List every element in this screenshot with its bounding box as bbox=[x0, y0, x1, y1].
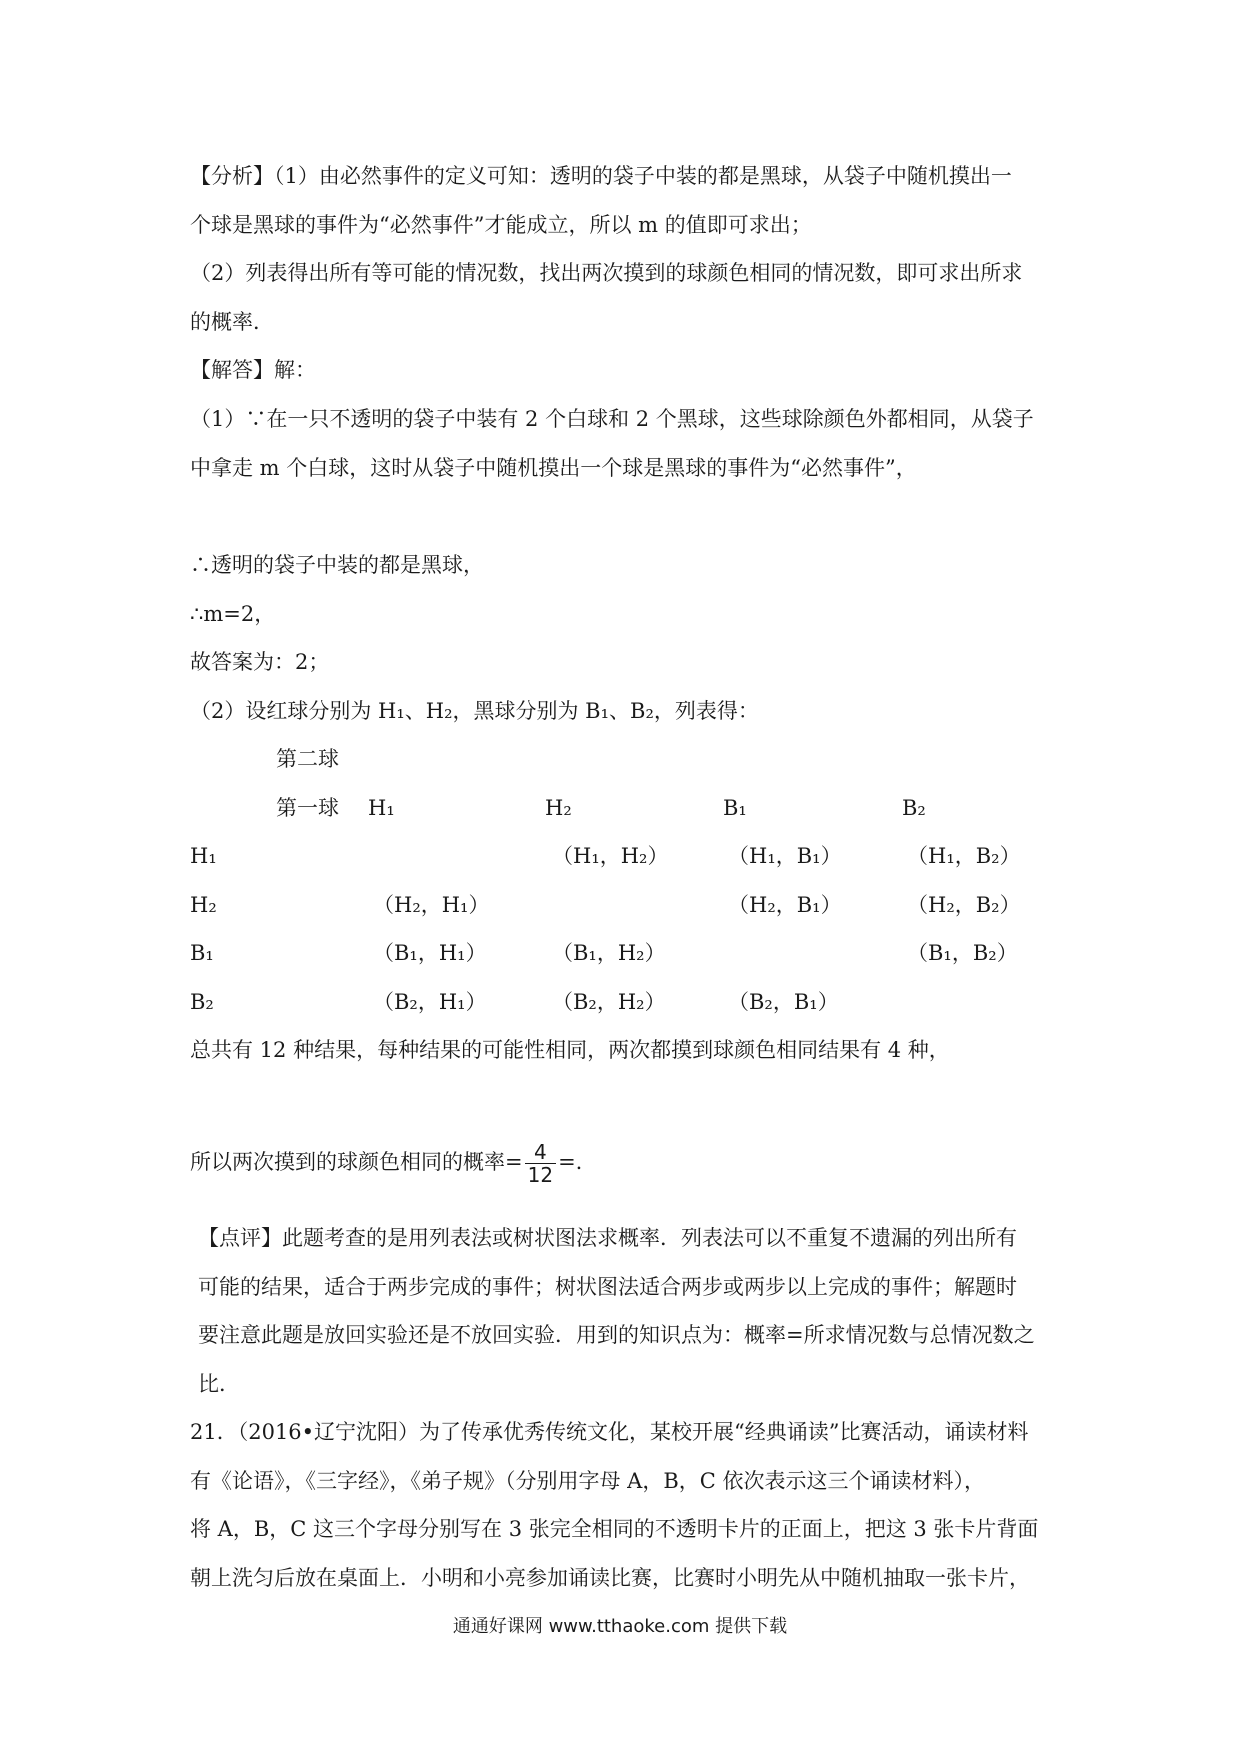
answer-heading: 【解答】解： bbox=[190, 358, 316, 382]
table-col-header: B₁ bbox=[723, 796, 747, 820]
table-cell: （B₁，H₁） bbox=[373, 941, 487, 965]
table-cell: （H₁，H₂） bbox=[552, 844, 669, 868]
answer-p2-line-2: ∴m=2， bbox=[190, 602, 276, 626]
answer-p1-line-1: （1）∵在一只不透明的袋子中装有 2 个白球和 2 个黑球，这些球除颜色外都相同，从袋子 bbox=[190, 407, 1034, 431]
table-cell: （H₂，B₂） bbox=[907, 893, 1021, 917]
table-col-header: H₂ bbox=[545, 796, 572, 820]
analysis-line-3: （2）列表得出所有等可能的情况数，找出两次摸到的球颜色相同的情况数，即可求出所求 bbox=[190, 261, 1023, 285]
table-col-header: H₁ bbox=[368, 796, 395, 820]
question21-line-2: 有《论语》，《三字经》，《弟子规》（分别用字母 A，B，C 依次表示这三个诵读材料）， bbox=[190, 1469, 986, 1493]
conclusion-probability bbox=[190, 1138, 582, 1186]
table-cell: （B₂，B₁） bbox=[728, 990, 839, 1014]
question21-line-1: 21．（2016•辽宁沈阳）为了传承优秀传统文化，某校开展“经典诵读”比赛活动，诵读材料 bbox=[190, 1420, 1029, 1444]
comment-line-3: 要注意此题是放回实验还是不放回实验．用到的知识点为：概率=所求情况数与总情况数之 bbox=[198, 1323, 1035, 1347]
table-cell: （H₂，B₁） bbox=[728, 893, 842, 917]
conclusion-total: 总共有 12 种结果，每种结果的可能性相同，两次都摸到球颜色相同结果有 4 种， bbox=[190, 1038, 950, 1062]
comment-line-2: 可能的结果，适合于两步完成的事件；树状图法适合两步或两步以上完成的事件；解题时 bbox=[198, 1275, 1017, 1299]
probability-fraction bbox=[525, 1141, 556, 1186]
question21-line-4: 朝上洗匀后放在桌面上．小明和小亮参加诵读比赛，比赛时小明先从中随机抽取一张卡片， bbox=[190, 1566, 1030, 1590]
fraction-numerator: 4 bbox=[533, 1140, 547, 1164]
table-cell: （B₂，H₁） bbox=[373, 990, 487, 1014]
table-row-label: 第一球 bbox=[276, 796, 339, 820]
question21-line-3: 将 A，B，C 这三个字母分别写在 3 张完全相同的不透明卡片的正面上，把这 3 张卡片背面 bbox=[190, 1517, 1039, 1541]
table-row-head: B₂ bbox=[190, 990, 214, 1014]
comment-line-4: 比． bbox=[198, 1372, 240, 1396]
table-cell: （B₁，B₂） bbox=[907, 941, 1018, 965]
analysis-line-4: 的概率． bbox=[190, 310, 274, 334]
table-cell: （B₁，H₂） bbox=[552, 941, 666, 965]
table-row-head: H₂ bbox=[190, 893, 217, 917]
page-footer: 通通好课网 www.tthaoke.com 提供下载 bbox=[452, 1616, 788, 1637]
answer-p3-intro: （2）设红球分别为 H₁、H₂，黑球分别为 B₁、B₂，列表得： bbox=[190, 699, 759, 723]
table-cell: （H₁，B₁） bbox=[728, 844, 842, 868]
table-cell: （H₂，H₁） bbox=[373, 893, 490, 917]
table-cell: （H₁，B₂） bbox=[907, 844, 1021, 868]
fraction-denominator: 12 bbox=[525, 1163, 556, 1186]
table-row-head: H₁ bbox=[190, 844, 217, 868]
analysis-line-1: 【分析】（1）由必然事件的定义可知：透明的袋子中装的都是黑球，从袋子中随机摸出一 bbox=[190, 164, 1012, 188]
probability-prefix: 所以两次摸到的球颜色相同的概率= bbox=[190, 1150, 523, 1174]
comment-line-1: 【点评】此题考查的是用列表法或树状图法求概率．列表法可以不重复不遗漏的列出所有 bbox=[198, 1226, 1017, 1250]
table-cell: （B₂，H₂） bbox=[552, 990, 666, 1014]
table-top-label: 第二球 bbox=[276, 747, 339, 771]
probability-suffix: =. bbox=[558, 1150, 583, 1174]
analysis-line-2: 个球是黑球的事件为“必然事件”才能成立，所以 m 的值即可求出； bbox=[190, 213, 812, 237]
table-col-header: B₂ bbox=[902, 796, 926, 820]
table-row-head: B₁ bbox=[190, 941, 214, 965]
answer-p1-line-2: 中拿走 m 个白球，这时从袋子中随机摸出一个球是黑球的事件为“必然事件”， bbox=[190, 456, 917, 480]
answer-p2-line-1: ∴透明的袋子中装的都是黑球， bbox=[190, 553, 484, 577]
answer-p2-line-3: 故答案为：2； bbox=[190, 650, 330, 674]
